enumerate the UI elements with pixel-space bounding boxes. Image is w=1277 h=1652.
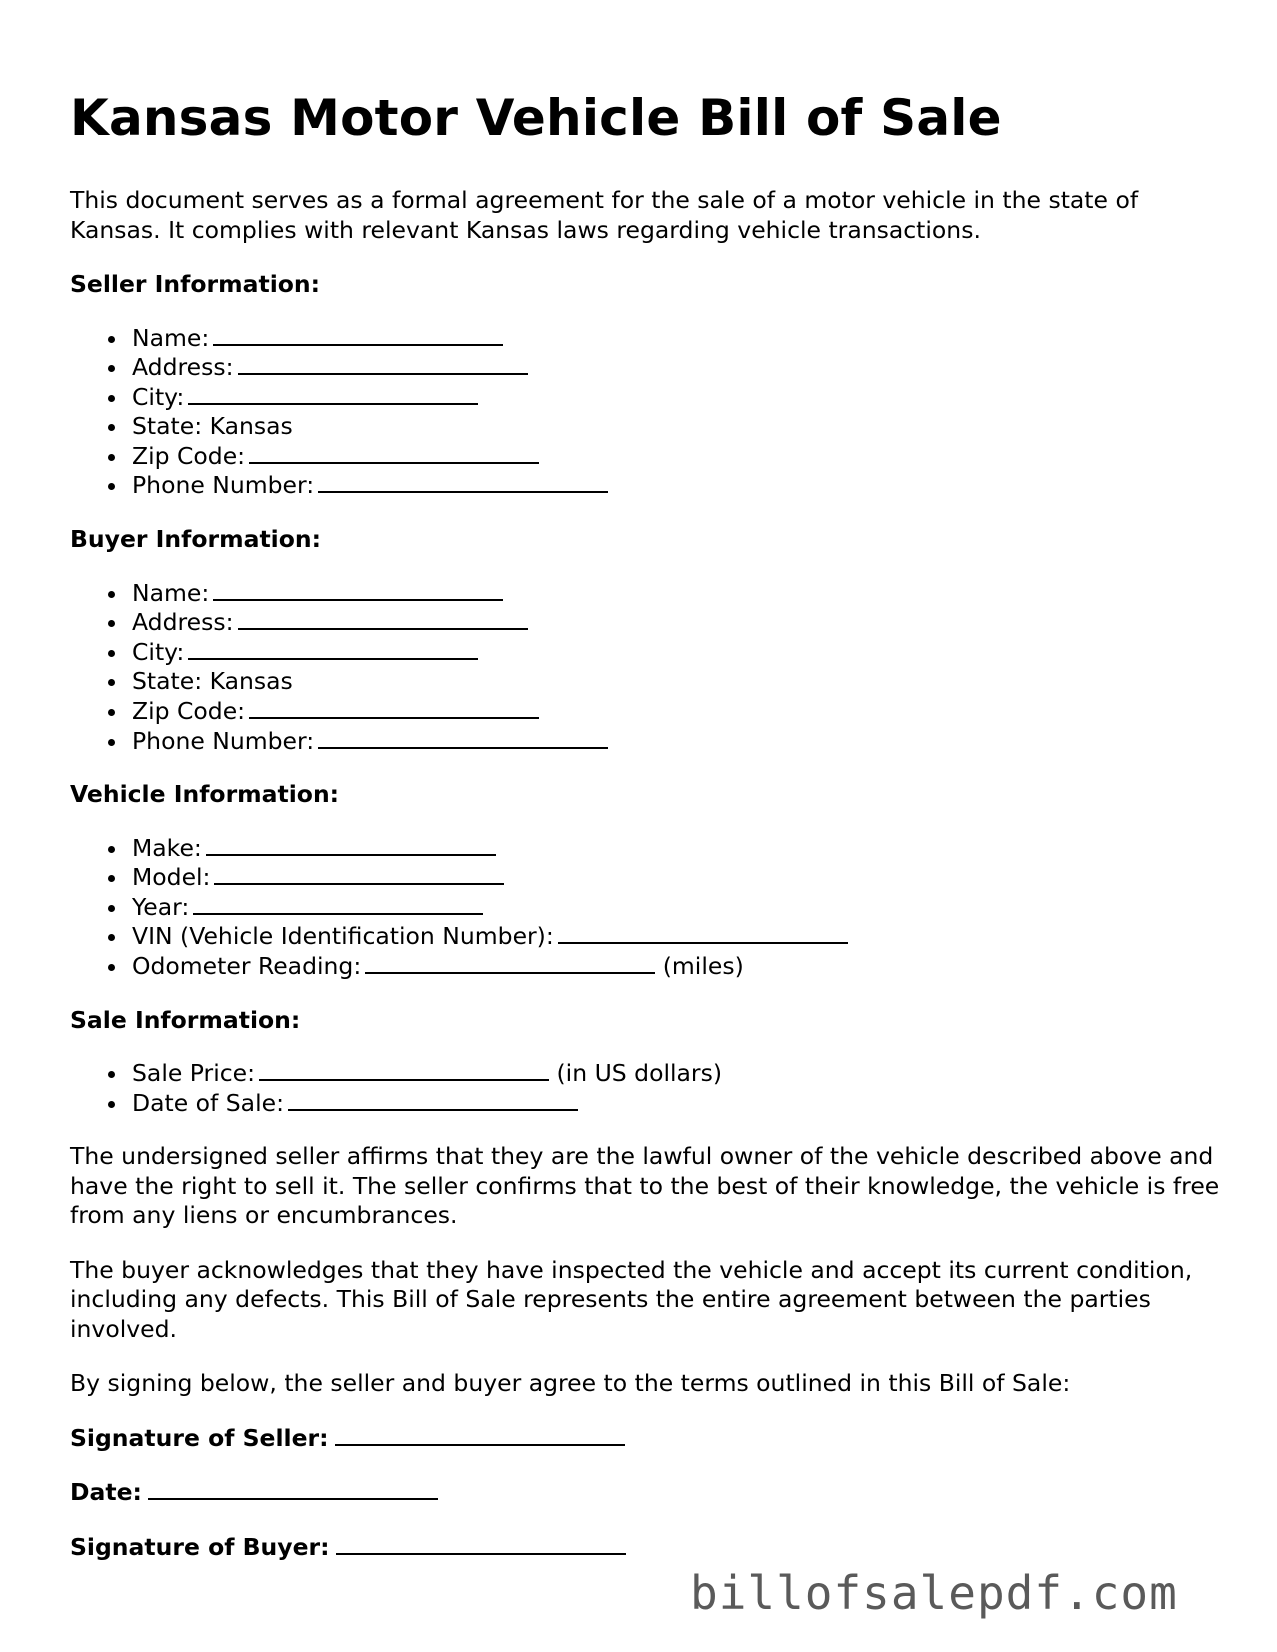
buyer-state-item — [132, 667, 1220, 697]
vehicle-year-label: Year: — [132, 892, 190, 921]
vehicle-make-label: Make: — [132, 833, 202, 862]
watermark-text: billofsalepdf.com — [690, 1566, 1178, 1620]
seller-name-field[interactable] — [213, 324, 503, 346]
sale-date-label: Date of Sale: — [132, 1088, 284, 1117]
sale-section-heading: Sale Information: — [70, 1005, 301, 1034]
buyer-acknowledgement-paragraph: The buyer acknowledges that they have inspected the vehicle and accept its current condition, including any defects. This Bill of Sale represents the entire agreement between the parties involved. — [70, 1255, 1193, 1343]
seller-city-item — [132, 383, 1220, 413]
seller-name-item — [132, 324, 1220, 354]
vehicle-vin-label: VIN (Vehicle Identification Number): — [132, 922, 554, 951]
buyer-phone-label: Phone Number: — [132, 726, 315, 755]
seller-zip-item — [132, 442, 1220, 472]
buyer-name-label: Name: — [132, 578, 210, 607]
vehicle-model-label: Model: — [132, 863, 211, 892]
vehicle-make-field[interactable] — [206, 834, 496, 856]
seller-address-item — [132, 353, 1220, 383]
seller-phone-field[interactable] — [318, 471, 608, 493]
document-title: Kansas Motor Vehicle Bill of Sale — [70, 89, 1002, 147]
vehicle-odometer-item — [132, 952, 1220, 982]
buyer-city-label: City: — [132, 637, 185, 666]
vehicle-model-item — [132, 863, 1220, 893]
buyer-section-heading: Buyer Information: — [70, 525, 322, 554]
sale-date-field[interactable] — [288, 1089, 578, 1111]
buyer-zip-field[interactable] — [249, 697, 539, 719]
seller-name-label: Name: — [132, 323, 210, 352]
vehicle-vin-field[interactable] — [558, 922, 848, 944]
seller-signature-line — [70, 1424, 1220, 1454]
vehicle-odometer-field[interactable] — [365, 952, 655, 974]
vehicle-year-item — [132, 893, 1220, 923]
vehicle-year-field[interactable] — [193, 893, 483, 915]
vehicle-odometer-unit: (miles) — [662, 952, 744, 980]
buyer-fields-list — [70, 579, 1220, 757]
buyer-state-text: State: Kansas — [132, 667, 293, 696]
sale-date-item — [132, 1089, 1220, 1119]
buyer-address-item — [132, 608, 1220, 638]
buyer-zip-item — [132, 697, 1220, 727]
intro-paragraph: This document serves as a formal agreement for the sale of a motor vehicle in the state of Kansas. It complies with relevant Kansas laws regarding vehicle transactions. — [70, 186, 1139, 244]
buyer-phone-item — [132, 727, 1220, 757]
seller-city-field[interactable] — [188, 383, 478, 405]
seller-zip-label: Zip Code: — [132, 441, 246, 470]
vehicle-section-heading: Vehicle Information: — [70, 780, 340, 809]
sale-fields-list — [70, 1059, 1220, 1118]
sale-price-label: Sale Price: — [132, 1059, 256, 1088]
signature-date-label: Date: — [70, 1478, 142, 1507]
vehicle-odometer-label: Odometer Reading: — [132, 952, 362, 980]
vehicle-fields-list — [70, 834, 1220, 982]
seller-address-field[interactable] — [238, 353, 528, 375]
buyer-signature-field[interactable] — [336, 1533, 626, 1555]
seller-state-item — [132, 412, 1220, 442]
buyer-signature-label: Signature of Buyer: — [70, 1532, 330, 1561]
agreement-paragraph: By signing below, the seller and buyer agree to the terms outlined in this Bill of Sale: — [70, 1369, 1071, 1398]
buyer-city-item — [132, 638, 1220, 668]
seller-phone-label: Phone Number: — [132, 471, 315, 500]
buyer-address-label: Address: — [132, 608, 234, 637]
seller-state-text: State: Kansas — [132, 412, 293, 441]
seller-city-label: City: — [132, 382, 185, 411]
seller-phone-item — [132, 471, 1220, 501]
signature-date-line — [70, 1478, 1220, 1508]
seller-affirmation-paragraph: The undersigned seller affirms that they are the lawful owner of the vehicle described above and have the right to sell it. The seller confirms that to the best of their knowledge, the vehicle is free from any liens or encumbrances. — [70, 1142, 1220, 1230]
sale-price-unit: (in US dollars) — [556, 1059, 722, 1088]
seller-zip-field[interactable] — [249, 442, 539, 464]
vehicle-vin-item — [132, 922, 1220, 952]
vehicle-model-field[interactable] — [214, 863, 504, 885]
buyer-zip-label: Zip Code: — [132, 696, 246, 725]
sale-price-item — [132, 1059, 1220, 1089]
seller-signature-field[interactable] — [335, 1424, 625, 1446]
document-page — [70, 84, 1220, 1587]
vehicle-make-item — [132, 834, 1220, 864]
buyer-city-field[interactable] — [188, 638, 478, 660]
buyer-name-field[interactable] — [213, 579, 503, 601]
sale-price-field[interactable] — [259, 1059, 549, 1081]
seller-address-label: Address: — [132, 353, 234, 382]
buyer-name-item — [132, 579, 1220, 609]
buyer-signature-line — [70, 1533, 1220, 1563]
seller-section-heading: Seller Information: — [70, 270, 321, 298]
signature-date-field[interactable] — [148, 1478, 438, 1500]
seller-fields-list — [70, 324, 1220, 502]
buyer-address-field[interactable] — [238, 608, 528, 630]
seller-signature-label: Signature of Seller: — [70, 1423, 329, 1452]
buyer-phone-field[interactable] — [318, 727, 608, 749]
